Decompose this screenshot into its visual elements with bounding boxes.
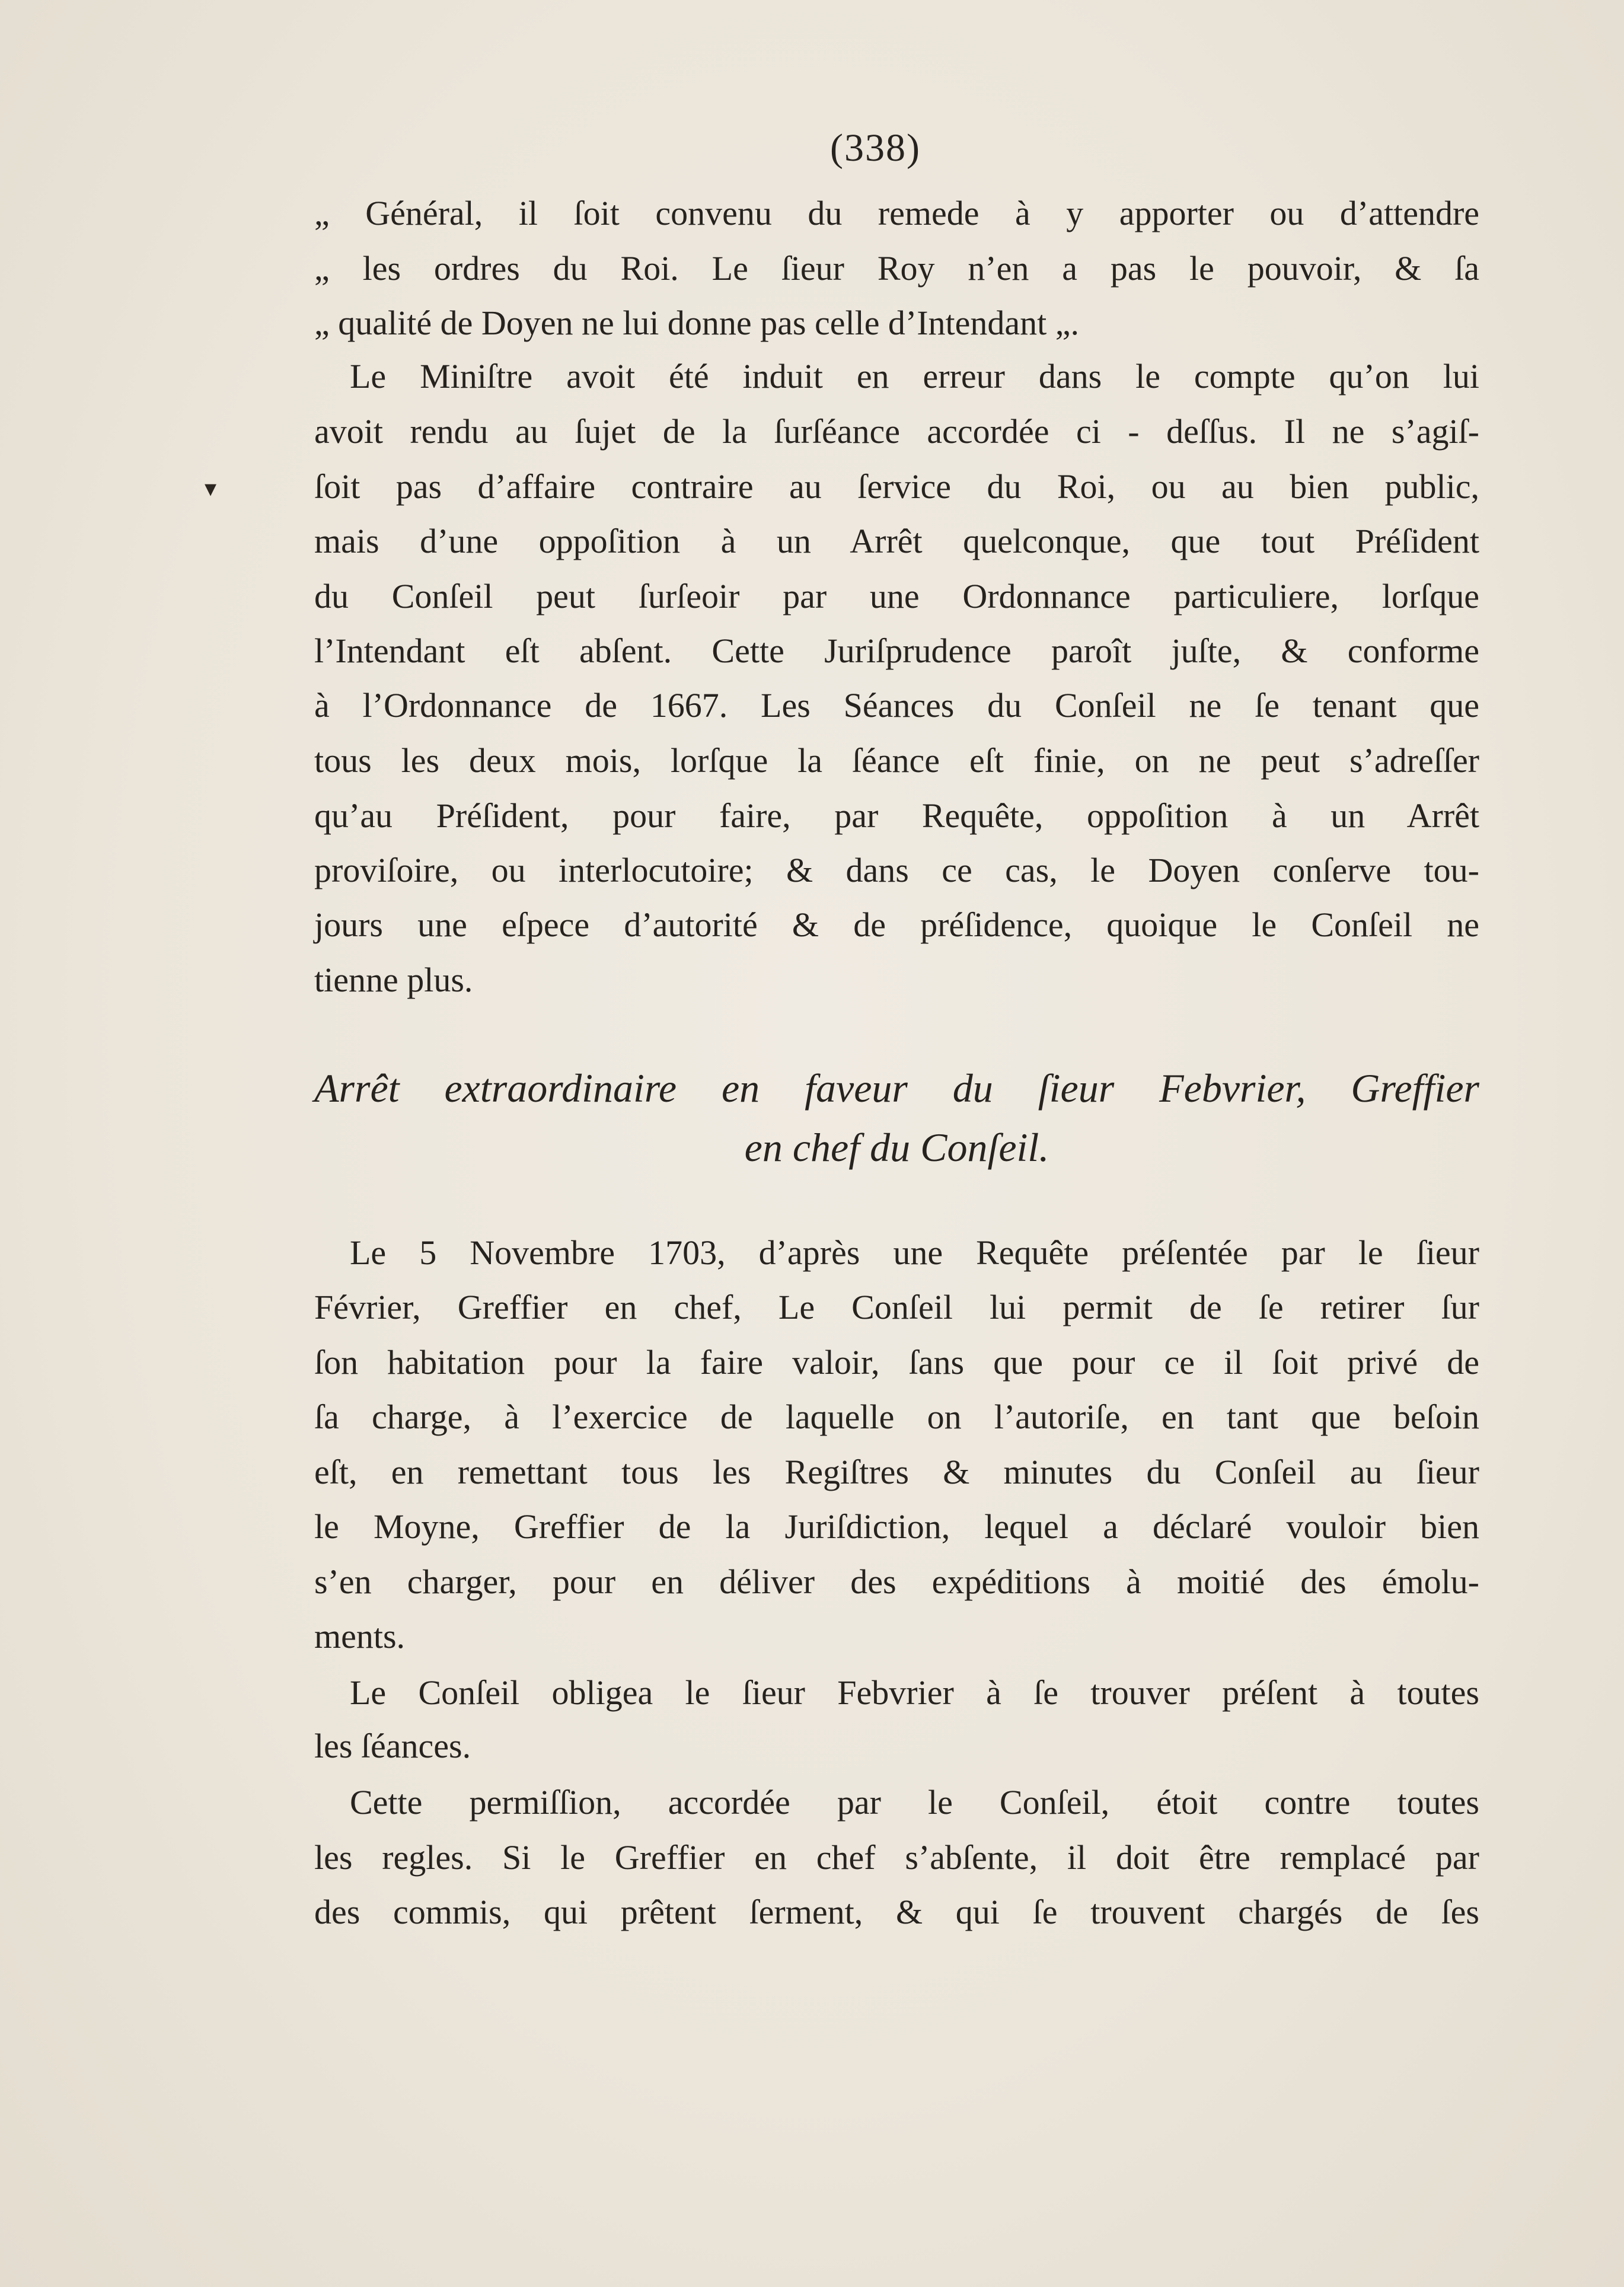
text-line: Le 5 Novembre 1703, d’après une Requête préſentée par le ſieur <box>350 1233 1479 1272</box>
text-line: ſa charge, à l’exercice de laquelle on l’autoriſe, en tant que beſoin <box>314 1398 1479 1436</box>
text-line: des commis, qui prêtent ſerment, & qui ſe trouvent chargés de ſes <box>314 1893 1479 1931</box>
text-line: Cette permiſſion, accordée par le Conſeil, étoit contre toutes <box>350 1783 1479 1822</box>
text-line: qu’au Préſident, pour faire, par Requête, oppoſition à un Arrêt <box>314 796 1479 835</box>
text-line: jours une eſpece d’autorité & de préſidence, quoique le Conſeil ne <box>314 905 1479 944</box>
text-line: Février, Greffier en chef, Le Conſeil lui permit de ſe retirer ſur <box>314 1288 1479 1326</box>
text-line: tous les deux mois, lorſque la ſéance eſt finie, on ne peut s’adreſſer <box>314 741 1479 780</box>
text-line: avoit rendu au ſujet de la ſurſéance accordée ci - deſſus. Il ne s’agiſ- <box>314 412 1479 451</box>
text-line: tienne plus. <box>314 961 473 999</box>
text-line: s’en charger, pour en déliver des expéditions à moitié des émolu- <box>314 1562 1479 1601</box>
text-line: eſt, en remettant tous les Regiſtres & minutes du Conſeil au ſieur <box>314 1453 1479 1491</box>
text-line: „ Général, il ſoit convenu du remede à y apporter ou d’attendre <box>314 194 1479 232</box>
text-line: Le Miniſtre avoit été induit en erreur dans le compte qu’on lui <box>350 357 1479 395</box>
text-line: ments. <box>314 1617 406 1656</box>
text-line: Le Conſeil obligea le ſieur Febvrier à ſe trouver préſent à toutes <box>350 1673 1479 1712</box>
text-line: proviſoire, ou interlocutoire; & dans ce cas, le Doyen conſerve tou- <box>314 851 1479 889</box>
margin-mark: ▾ <box>205 475 217 502</box>
text-line: ſon habitation pour la faire valoir, ſans que pour ce il ſoit privé de <box>314 1343 1479 1382</box>
text-line: les ſéances. <box>314 1727 471 1765</box>
text-line: mais d’une oppoſition à un Arrêt quelconque, que tout Préſident <box>314 522 1479 560</box>
text-line: „ qualité de Doyen ne lui donne pas celle d’Intendant „. <box>314 304 1080 342</box>
text-line: „ les ordres du Roi. Le ſieur Roy n’en a pas le pouvoir, & ſa <box>314 249 1479 288</box>
page-number: (338) <box>830 126 921 170</box>
section-heading: Arrêt extraordinaire en faveur du ſieur Febvrier, Greffier <box>314 1066 1479 1111</box>
text-line: l’Intendant eſt abſent. Cette Juriſprudence paroît juſte, & conforme <box>314 631 1479 670</box>
text-line: les regles. Si le Greffier en chef s’abſente, il doit être remplacé par <box>314 1838 1479 1877</box>
text-line: ſoit pas d’affaire contraire au ſervice du Roi, ou au bien public, <box>314 467 1479 506</box>
section-heading: en chef du Conſeil. <box>744 1125 1049 1170</box>
text-line: le Moyne, Greffier de la Juriſdiction, lequel a déclaré vouloir bien <box>314 1507 1479 1546</box>
text-line: du Conſeil peut ſurſeoir par une Ordonnance particuliere, lorſque <box>314 577 1479 615</box>
text-line: à l’Ordonnance de 1667. Les Séances du Conſeil ne ſe tenant que <box>314 686 1479 725</box>
